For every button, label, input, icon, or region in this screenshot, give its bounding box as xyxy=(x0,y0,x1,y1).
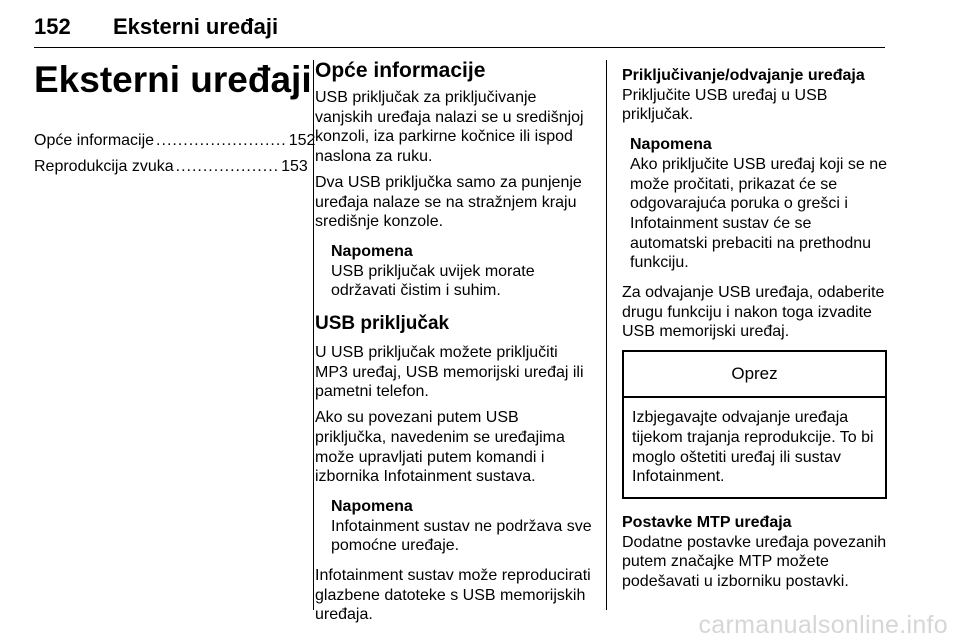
heading-connect-disconnect: Priključivanje/odvajanje uređaja xyxy=(622,67,865,84)
caution-box xyxy=(622,350,887,499)
toc-entry-label: Opće informacije xyxy=(34,132,155,149)
section-title-general: Opće informacije xyxy=(315,59,486,82)
note-text: Ako priključite USB uređaj koji se ne može pročitati, prikazat će se odgovarajuća poruka o grešci i Infotainment sustav će se automatski prebaciti na prethodnu funkciju. xyxy=(630,155,888,272)
column-divider-right xyxy=(606,60,607,610)
paragraph: Ako su povezani putem USB priključka, navedenim se uređajima može upravljati putem komandi i izbornika Infotainment sustava. xyxy=(315,409,565,486)
middle-column xyxy=(315,56,593,631)
page-number: 152 xyxy=(34,14,71,39)
toc-entry-label: Reprodukcija zvuka xyxy=(34,158,174,175)
note-heading: Napomena xyxy=(331,497,413,515)
note-box xyxy=(331,242,593,301)
paragraph: Dodatne postavke uređaja povezanih putem značajke MTP možete podešavati u izborniku postavki. xyxy=(622,533,887,591)
watermark: carmanualsonline.info xyxy=(698,611,948,639)
note-heading: Napomena xyxy=(630,136,712,154)
note-text: USB priključak uvijek morate održavati čistim i suhim. xyxy=(331,262,535,300)
page-header xyxy=(34,12,885,48)
note-box xyxy=(630,135,887,273)
note-box xyxy=(331,497,593,556)
note-heading: Napomena xyxy=(331,242,413,260)
paragraph: Za odvajanje USB uređaja, odaberite drugu funkciju i nakon toga izvadite USB memorijski uređaj. xyxy=(622,284,885,341)
header-section-title: Eksterni uređaji xyxy=(113,14,279,39)
subsection-title-usb: USB priključak xyxy=(315,313,450,335)
toc-leader-dots: ................... xyxy=(175,158,280,175)
right-column xyxy=(622,66,887,598)
paragraph: Priključite USB uređaj u USB priključak. xyxy=(622,86,828,124)
paragraph: Dva USB priključka samo za punjenje uređaja nalaze se na stražnjem kraju središnje konzole. xyxy=(315,173,582,231)
header-rule xyxy=(34,47,885,48)
note-text: Infotainment sustav ne podržava sve pomoćne uređaje. xyxy=(331,517,592,555)
toc-entry[interactable] xyxy=(34,128,316,154)
caution-heading: Oprez xyxy=(624,352,885,398)
paragraph: Infotainment sustav može reproducirati glazbene datoteke s USB memorijskih uređaja. xyxy=(315,567,591,624)
left-column xyxy=(34,56,316,180)
toc-entry-page: 152 xyxy=(288,132,316,149)
toc-entry-page: 153 xyxy=(281,158,308,175)
paragraph: U USB priključak možete priključiti MP3 uređaj, USB memorijski uređaj ili pametni telefon. xyxy=(315,344,584,401)
chapter-title: Eksterni uređaji xyxy=(34,59,312,100)
toc-entry[interactable] xyxy=(34,154,308,180)
heading-mtp-settings: Postavke MTP uređaja xyxy=(622,513,792,531)
caution-text: Izbjegavajte odvajanje uređaja tijekom trajanja reprodukcije. To bi moglo oštetiti uređaj ili sustav Infotainment. xyxy=(632,409,874,486)
paragraph: USB priključak za priključivanje vanjskih uređaja nalazi se u središnjoj konzoli, iza parkirne kočnice ili ispod naslona za ruku. xyxy=(315,89,584,166)
toc-leader-dots: ........................ xyxy=(156,132,287,149)
